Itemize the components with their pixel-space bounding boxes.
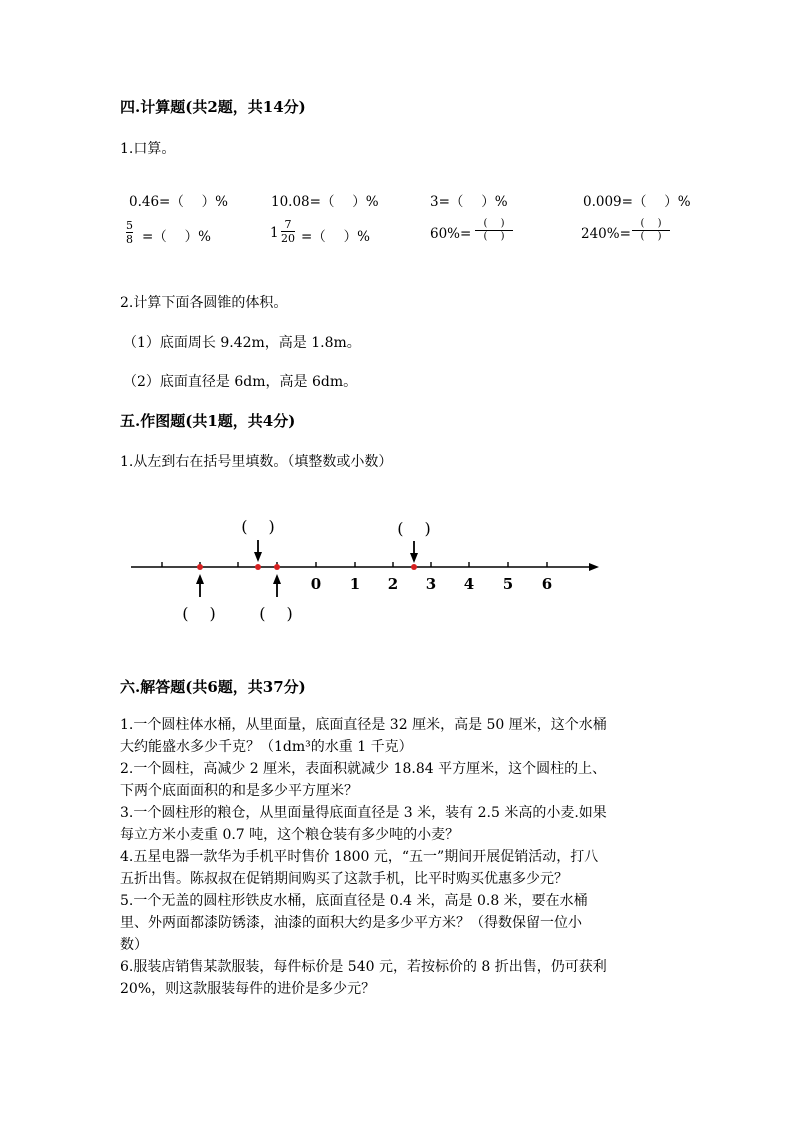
problem-line: 5.一个无盖的圆柱形铁皮水桶，底面直径是 0.4 米，高是 0.8 米，要在水桶	[120, 893, 588, 909]
answer-blank[interactable]: ( )	[397, 519, 431, 538]
calc-item: =（ ）%	[301, 229, 370, 245]
up-arrow-icon	[273, 574, 281, 597]
problem-line: 20%，则这款服装每件的进价是多少元？	[120, 981, 376, 997]
problem-line: 2.一个圆柱，高减少 2 厘米，表面积就减少 18.84 平方厘米，这个圆柱的上、	[120, 761, 607, 777]
answer-blank[interactable]: ( )	[182, 604, 216, 623]
tick-label: 1	[349, 575, 361, 593]
point-marker	[255, 564, 261, 570]
tick-label: 0	[310, 575, 322, 593]
problem-line: 3.一个圆柱形的粮仓，从里面量得底面直径是 3 米，装有 2.5 米高的小麦.如果	[120, 805, 607, 821]
calc-item: =（ ）%	[142, 229, 211, 245]
problem-line: 大约能盛水多少千克？（1dm³的水重 1 千克）	[120, 739, 413, 755]
down-arrow-icon	[410, 541, 418, 563]
answer-fraction-blank[interactable]: ( ) ( )	[632, 219, 670, 242]
problem-line: 数）	[120, 937, 148, 953]
calc-item: 0.009=（ ）%	[583, 194, 691, 210]
tick-label: 4	[463, 575, 475, 593]
calc-item: 10.08=（ ）%	[271, 194, 379, 210]
calc-item: 60%=	[430, 226, 472, 242]
problem-line: 1.一个圆柱体水桶，从里面量，底面直径是 32 厘米，高是 50 厘米，这个水桶	[120, 717, 607, 733]
section-5-title: 五.作图题(共1题，共4分)	[120, 412, 296, 430]
tick-label: 2	[387, 575, 399, 593]
point-marker	[274, 564, 280, 570]
fraction-five-eighths: $\frac{5}{8}$	[126, 219, 133, 246]
problem-line: 下两个底面面积的和是多少平方厘米？	[120, 783, 358, 799]
tick-label: 5	[502, 575, 514, 593]
calc-item: 0.46=（ ）%	[129, 194, 228, 210]
mixed-number-whole: 1	[270, 225, 279, 241]
question-4-2-label: 2.计算下面各圆锥的体积。	[120, 295, 288, 311]
problem-line: 每立方米小麦重 0.7 吨，这个粮仓装有多少吨的小麦？	[120, 827, 460, 843]
question-4-1-label: 1.口算。	[120, 141, 176, 157]
answer-blank[interactable]: ( )	[259, 604, 293, 623]
calc-item: 240%=	[581, 226, 631, 242]
answer-fraction-blank[interactable]: ( ) ( )	[475, 219, 513, 242]
problem-line: 五折出售。陈叔叔在促销期间购买了这款手机，比平时购买优惠多少元？	[120, 871, 568, 887]
tick-label: 3	[425, 575, 437, 593]
point-marker	[411, 564, 417, 570]
axis-arrowhead	[589, 563, 599, 571]
fraction-seven-twentieths: $\frac{7}{20}$	[281, 218, 295, 245]
answer-blank[interactable]: ( )	[241, 517, 275, 536]
problem-line: 4.五星电器一款华为手机平时售价 1800 元，“五一”期间开展促销活动，打八	[120, 849, 599, 865]
down-arrow-icon	[254, 540, 262, 562]
section-6-title: 六.解答题(共6题，共37分)	[120, 678, 306, 696]
calc-item: 3=（ ）%	[430, 194, 508, 210]
tick-label: 6	[541, 575, 553, 593]
problem-line: 里、外两面都漆防锈漆，油漆的面积大约是多少平方米？（得数保留一位小	[120, 915, 582, 931]
cone-item-2: （2）底面直径是 6dm，高是 6dm。	[123, 374, 358, 390]
question-5-1-label: 1.从左到右在括号里填数。（填整数或小数）	[120, 454, 393, 470]
up-arrow-icon	[196, 574, 204, 597]
point-marker	[197, 564, 203, 570]
cone-item-1: （1）底面周长 9.42m，高是 1.8m。	[123, 335, 361, 351]
section-4-title: 四.计算题(共2题，共14分)	[120, 98, 306, 116]
problem-line: 6.服装店销售某款服装，每件标价是 540 元，若按标价的 8 折出售，仍可获利	[120, 959, 607, 975]
word-problems	[120, 714, 607, 1000]
